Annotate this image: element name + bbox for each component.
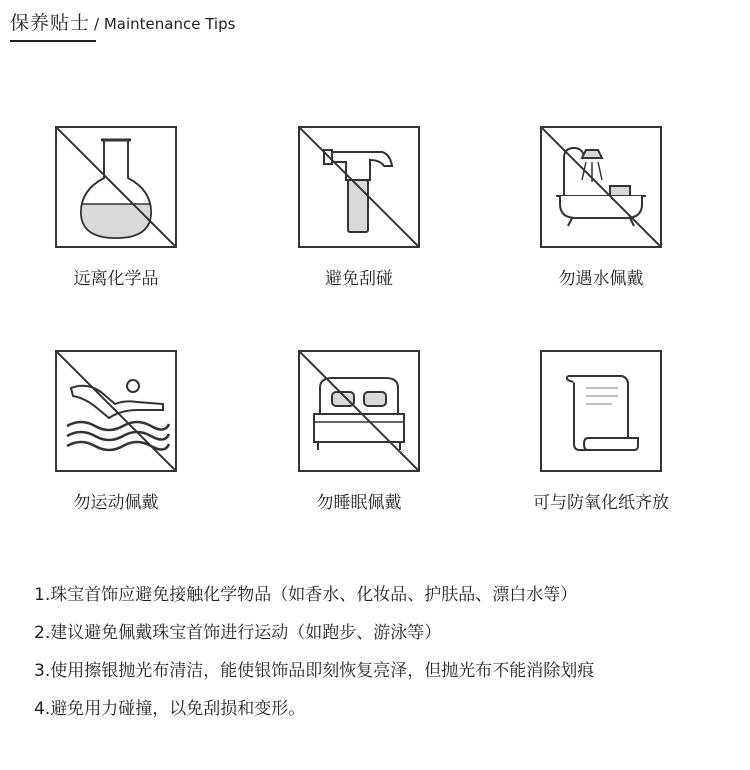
- caption-paper: 可与防氧化纸齐放: [533, 493, 669, 513]
- page-subtitle: / Maintenance Tips: [94, 15, 236, 33]
- title-underline: [10, 40, 96, 42]
- tip-item: 1.珠宝首饰应避免接触化学物品（如香水、化妆品、护肤品、漂白水等）: [34, 585, 578, 605]
- caption-scratch: 避免刮碰: [325, 269, 393, 289]
- paper-scroll-icon: [542, 352, 660, 470]
- bed-icon: [300, 352, 418, 470]
- tips-list: [34, 580, 734, 732]
- page-title: 保养贴士: [10, 12, 91, 34]
- caption-sports: 勿运动佩戴: [73, 493, 159, 513]
- tile-scratch: [298, 126, 420, 248]
- caption-chemicals: 远离化学品: [73, 269, 159, 289]
- tile-sports: [55, 350, 177, 472]
- caption-water: 勿遇水佩戴: [558, 269, 644, 289]
- tile-chemicals: [55, 126, 177, 248]
- tile-water: [540, 126, 662, 248]
- tip-item: 4.避免用力碰撞，以免刮损和变形。: [34, 699, 306, 719]
- caption-sleep: 勿睡眠佩戴: [316, 493, 402, 513]
- flask-icon: [57, 128, 175, 246]
- swimmer-icon: [57, 352, 175, 470]
- hammer-icon: [300, 128, 418, 246]
- bathtub-shower-icon: [542, 128, 660, 246]
- page-header: [10, 8, 235, 42]
- tip-item: 3.使用擦银抛光布清洁，能使银饰品即刻恢复亮泽，但抛光布不能消除划痕: [34, 661, 595, 681]
- tile-paper: [540, 350, 662, 472]
- tip-item: 2.建议避免佩戴珠宝首饰进行运动（如跑步、游泳等）: [34, 623, 442, 643]
- tile-sleep: [298, 350, 420, 472]
